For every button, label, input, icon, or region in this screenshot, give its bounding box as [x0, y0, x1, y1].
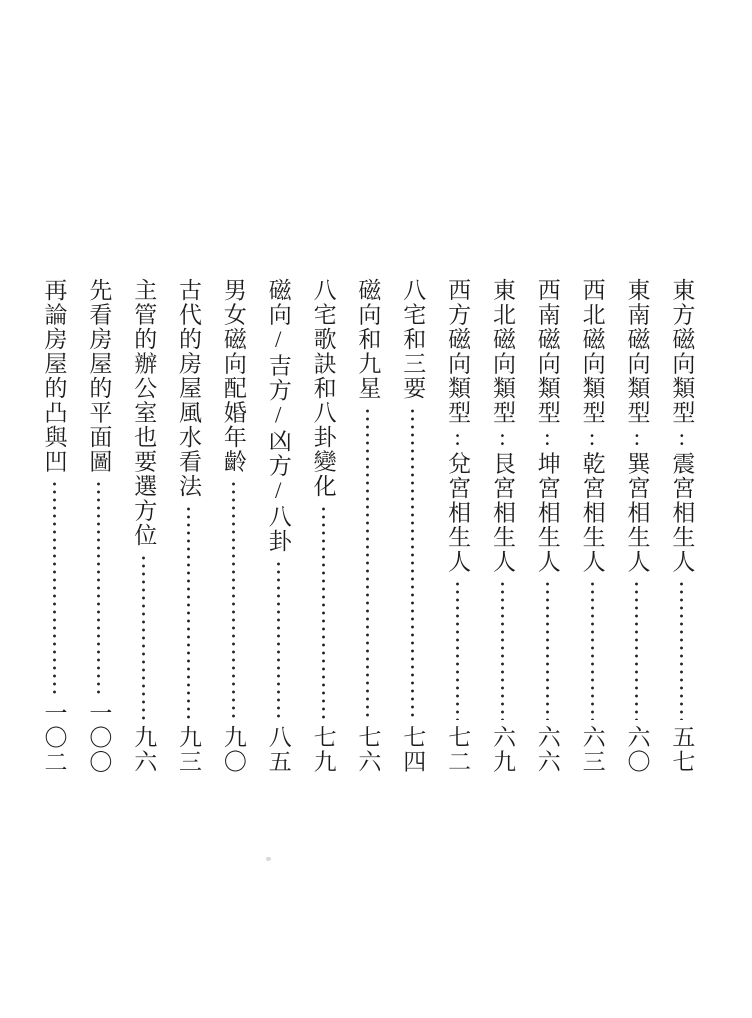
dot-leader: [87, 480, 110, 696]
toc-entry: [535, 278, 559, 774]
toc-entry: [580, 278, 604, 774]
toc-entry-page-number: 八五: [265, 725, 291, 774]
dot-leader: [267, 560, 290, 721]
toc-entry-page-number: 六三: [579, 725, 605, 774]
dot-leader: [177, 505, 200, 721]
toc-entry-title: 八宅和三要: [400, 278, 426, 401]
toc-entry-page-number: 六〇: [624, 725, 650, 774]
dot-leader: [536, 580, 559, 720]
dot-leader: [222, 480, 245, 720]
toc-entry-page-number: 九〇: [220, 725, 246, 774]
toc-entry: [221, 278, 245, 774]
dot-leader: [43, 480, 66, 696]
dot-leader: [132, 554, 155, 721]
toc-entry-title: 男女磁向配婚年齡: [220, 278, 246, 474]
toc-entry-title: 磁向/吉方/凶方/八卦: [265, 278, 291, 554]
dot-leader: [670, 580, 693, 720]
toc-entry-title: 東北磁向類型:艮宮相生人: [489, 278, 515, 574]
toc-entry-page-number: 七九: [310, 725, 336, 774]
toc-entry-page-number: 七四: [400, 725, 426, 774]
dot-leader: [446, 580, 469, 720]
toc-entry-title: 西北磁向類型:乾宮相生人: [579, 278, 605, 574]
toc-entry-page-number: 九六: [131, 725, 157, 774]
table-of-contents: [42, 278, 694, 774]
toc-entry: [311, 278, 335, 774]
toc-entry-title: 再論房屋的凸與凹: [41, 278, 67, 474]
dot-leader: [625, 580, 648, 720]
toc-entry-title: 先看房屋的平面圖: [86, 278, 112, 474]
toc-entry-title: 西南磁向類型:坤宮相生人: [534, 278, 560, 574]
toc-entry-page-number: 一〇二: [41, 700, 67, 774]
toc-entry: [266, 278, 290, 774]
toc-entry: [356, 278, 380, 774]
toc-entry-title: 主管的辦公室也要選方位: [131, 278, 157, 548]
toc-entry-page-number: 七六: [355, 725, 381, 774]
dot-leader: [581, 580, 604, 720]
toc-entry: [132, 278, 156, 774]
dot-leader: [401, 407, 424, 721]
toc-entry-page-number: 九三: [176, 725, 202, 774]
toc-entry: [42, 278, 66, 774]
toc-entry-page-number: 七二: [445, 725, 471, 774]
toc-entry: [490, 278, 514, 774]
toc-entry-title: 八宅歌訣和八卦變化: [310, 278, 336, 499]
toc-entry-title: 古代的房屋風水看法: [176, 278, 202, 499]
toc-entry-page-number: 六六: [534, 725, 560, 774]
toc-entry: [625, 278, 649, 774]
toc-entry-title: 東方磁向類型:震宮相生人: [669, 278, 695, 574]
toc-entry: [87, 278, 111, 774]
toc-entry: [670, 278, 694, 774]
toc-entry-page-number: 五七: [669, 725, 695, 774]
toc-entry-page-number: 六九: [489, 725, 515, 774]
dot-leader: [312, 505, 335, 721]
toc-entry: [177, 278, 201, 774]
scan-noise-speck: [266, 857, 271, 861]
toc-entry-title: 磁向和九星: [355, 278, 381, 401]
toc-entry-page-number: 一〇〇: [86, 700, 112, 774]
toc-entry-title: 西方磁向類型:兌宮相生人: [445, 278, 471, 574]
toc-entry-title: 東南磁向類型:巽宮相生人: [624, 278, 650, 574]
toc-entry: [446, 278, 470, 774]
toc-entry: [401, 278, 425, 774]
dot-leader: [356, 407, 379, 721]
dot-leader: [491, 580, 514, 720]
